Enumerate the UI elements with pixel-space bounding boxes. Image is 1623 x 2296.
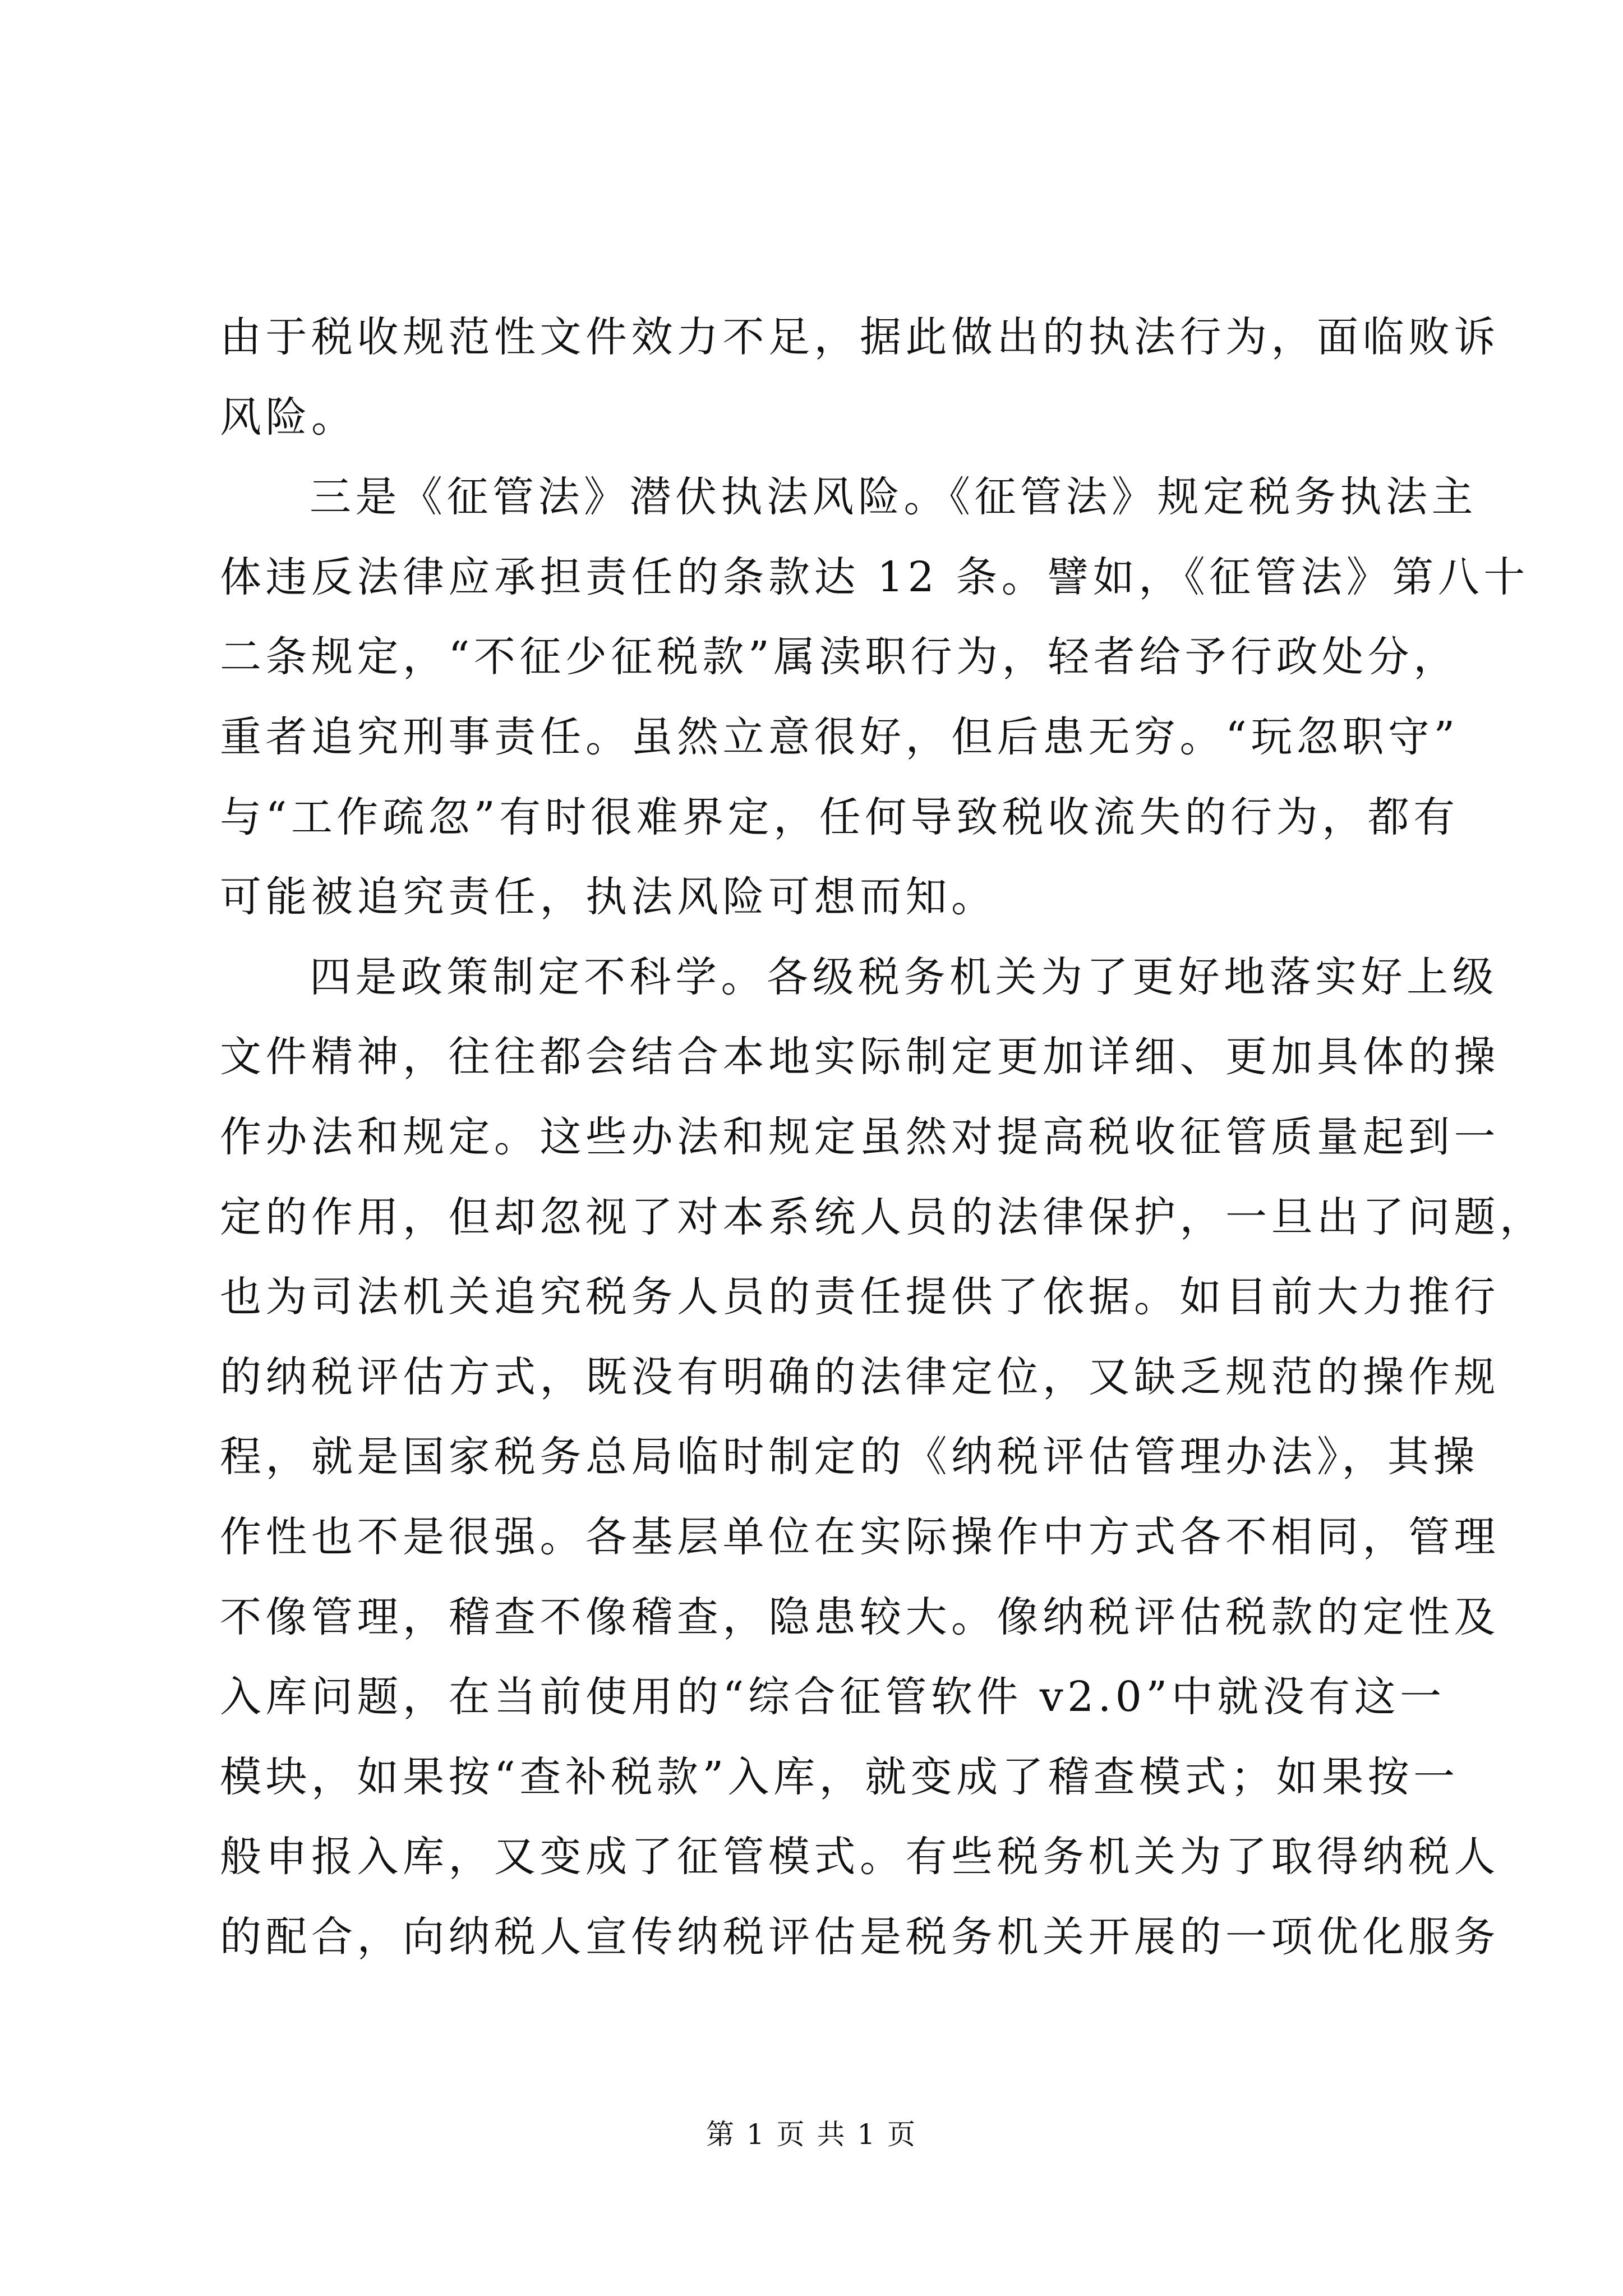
text-line: 二条规定，“不征少征税款”属渎职行为，轻者给予行政处分， xyxy=(220,633,1459,682)
text-line: 的纳税评估方式，既没有明确的法律定位，又缺乏规范的操作规 xyxy=(220,1352,1500,1401)
text-line: 可能被追究责任，执法风险可想而知。 xyxy=(220,873,997,922)
paragraph-start-line: 三是《征管法》潜伏执法风险。《征管法》规定税务执法主 xyxy=(310,473,1477,522)
text-line: 作性也不是很强。各基层单位在实际操作中方式各不相同，管理 xyxy=(220,1512,1500,1561)
text-line: 风险。 xyxy=(220,393,357,441)
text-line: 定的作用，但却忽视了对本系统人员的法律保护，一旦出了问题， xyxy=(220,1193,1546,1241)
paragraph-start-line: 四是政策制定不科学。各级税务机关为了更好地落实好上级 xyxy=(310,953,1498,1001)
text-line: 般申报入库，又变成了征管模式。有些税务机关为了取得纳税人 xyxy=(220,1833,1500,1881)
text-line: 重者追究刑事责任。虽然立意很好，但后患无穷。“玩忽职守” xyxy=(220,712,1459,761)
text-line: 由于税收规范性文件效力不足，据此做出的执法行为，面临败诉 xyxy=(220,313,1500,361)
text-line: 作办法和规定。这些办法和规定虽然对提高税收征管质量起到一 xyxy=(220,1112,1500,1161)
text-line: 入库问题，在当前使用的“综合征管软件 v2.0”中就没有这一 xyxy=(220,1673,1446,1722)
text-line: 文件精神，往往都会结合本地实际制定更加详细、更加具体的操 xyxy=(220,1033,1500,1082)
text-line: 程，就是国家税务总局临时制定的《纳税评估管理办法》，其操 xyxy=(220,1433,1479,1481)
text-line: 也为司法机关追究税务人员的责任提供了依据。如目前大力推行 xyxy=(220,1273,1500,1322)
text-line: 模块，如果按“查补税款”入库，就变成了稽查模式；如果按一 xyxy=(220,1752,1459,1801)
text-line: 与“工作疏忽”有时很难界定，任何导致税收流失的行为，都有 xyxy=(220,793,1459,841)
page-footer: 第 1 页 共 1 页 xyxy=(706,2118,917,2151)
body-text xyxy=(220,297,1546,1977)
text-line: 的配合，向纳税人宣传纳税评估是税务机关开展的一项优化服务 xyxy=(220,1912,1500,1961)
text-line: 不像管理，稽查不像稽查，隐患较大。像纳税评估税款的定性及 xyxy=(220,1593,1500,1641)
text-line: 体违反法律应承担责任的条款达 12 条。譬如，《征管法》第八十 xyxy=(220,553,1529,601)
